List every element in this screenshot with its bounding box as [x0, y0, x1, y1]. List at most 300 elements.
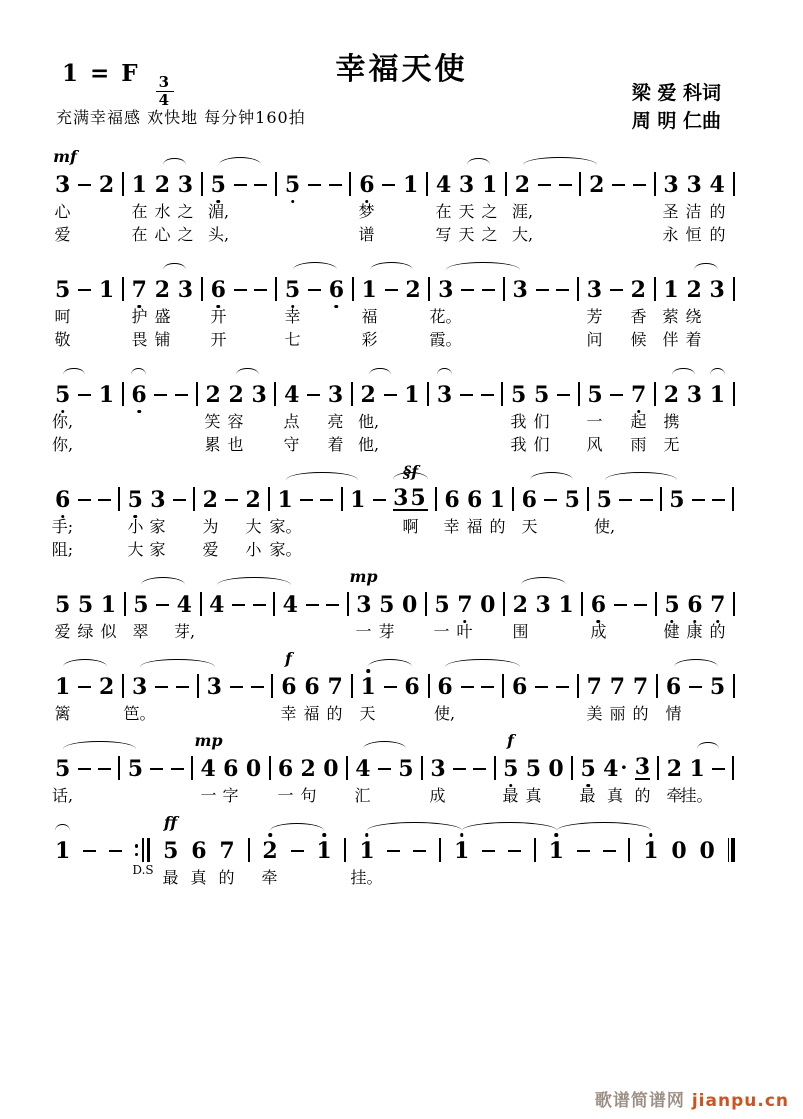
note: 3: [177, 172, 194, 198]
duration-dash: [619, 499, 632, 502]
lyric-syllable: 香: [630, 307, 647, 326]
note: 6: [591, 594, 606, 616]
lyric-syllable: 手;: [51, 517, 74, 536]
note: 6: [437, 674, 453, 700]
note: 2: [98, 674, 115, 700]
key-label: 1 = F: [62, 60, 140, 87]
barline: [427, 382, 429, 406]
music-line: [51, 730, 735, 805]
lyric-syllable: 幸: [443, 517, 460, 536]
barline: [435, 487, 437, 511]
duration-dash: [538, 184, 551, 187]
lyrics-row: [55, 219, 735, 242]
barline: [578, 382, 580, 406]
lyric-syllable: 之: [481, 202, 498, 221]
time-numerator: 3: [156, 74, 174, 92]
note: 5: [128, 489, 143, 511]
lyric-syllable: 的: [709, 622, 726, 641]
note: 3: [458, 172, 475, 198]
slur: [236, 368, 259, 375]
barline: [426, 172, 428, 196]
duration-dash: [535, 686, 548, 689]
slur: [163, 158, 186, 165]
note: 5: [510, 382, 527, 408]
lyric-syllable: 恒: [685, 225, 702, 244]
duration-dash: [78, 499, 91, 502]
duration-dash: [329, 184, 342, 187]
slur: [270, 823, 324, 831]
lyric-syllable: 伴: [662, 330, 679, 349]
barline: [346, 756, 348, 780]
barline: [660, 487, 662, 511]
duration-dash: [461, 686, 474, 689]
watermark-site-name: 歌谱简谱网: [594, 1091, 685, 1111]
duration-dash: [460, 394, 473, 397]
note: 5: [55, 384, 70, 406]
note: 7: [710, 594, 725, 616]
duration-dash: [308, 289, 321, 292]
note: 6: [404, 674, 420, 700]
music-line: [51, 356, 735, 454]
note: 2: [514, 172, 531, 198]
barline: [577, 277, 579, 301]
lyric-syllable: 芽,: [173, 622, 196, 641]
duration-dash: [481, 394, 494, 397]
lyric-syllable: 花。: [429, 307, 462, 326]
lyric-syllable: 小: [127, 517, 144, 536]
note: 3: [663, 172, 679, 198]
lyric-syllable: 他,: [357, 435, 380, 454]
lyric-syllable: 大,: [511, 225, 534, 244]
lyric-syllable: 的: [709, 202, 726, 221]
time-denominator: 4: [158, 90, 172, 109]
lyric-syllable: 涯,: [511, 202, 534, 221]
duration-dash: [473, 768, 486, 771]
duration-dash: [536, 289, 549, 292]
octave-dot-above: [460, 833, 464, 837]
note: 3: [177, 277, 194, 303]
slur: [370, 262, 413, 270]
notes-row: [55, 271, 735, 301]
note: 2: [666, 756, 683, 782]
lyric-syllable: 福: [303, 704, 320, 723]
ds-marking: D.S: [132, 863, 154, 877]
note: 3: [206, 674, 222, 700]
repeat-dot: [135, 853, 139, 857]
note: 2: [98, 172, 115, 198]
barline: [122, 172, 124, 196]
lyric-syllable: 头,: [207, 225, 230, 244]
note: 5: [55, 756, 71, 782]
barline: [201, 277, 203, 301]
dynamics-row: [55, 146, 735, 166]
note: 2: [686, 277, 702, 303]
note: 6: [665, 674, 682, 700]
final-barline-thick: [731, 838, 735, 862]
lyric-syllable: 携: [663, 412, 680, 431]
lyric-syllable: 心: [154, 225, 171, 244]
barline: [275, 172, 277, 196]
slur: [293, 262, 337, 270]
duration-dash: [155, 686, 168, 689]
note: 2: [589, 172, 605, 198]
duration-dash: [98, 768, 111, 771]
repeat-barline-thin: [142, 838, 144, 862]
lyric-syllable: 一: [355, 622, 372, 641]
note: 5: [533, 382, 550, 408]
lyric-syllable: 亮: [327, 412, 344, 431]
dynamic-marking: f: [507, 731, 514, 750]
duration-dash: [251, 686, 264, 689]
lyric-syllable: 着: [327, 435, 344, 454]
barline: [191, 756, 193, 780]
note: 5: [285, 174, 300, 196]
page-title: 幸福天使: [335, 52, 468, 87]
duration-dash: [83, 850, 96, 853]
duration-dash: [577, 850, 590, 853]
lyric-syllable: 盛: [154, 307, 171, 326]
lyric-syllable: 一: [586, 412, 603, 431]
barline: [733, 592, 735, 616]
notes-row: [55, 376, 735, 406]
slur: [367, 822, 462, 831]
lyric-syllable: 在: [131, 225, 148, 244]
barline: [428, 674, 430, 698]
barline: [579, 172, 581, 196]
lyric-syllable: 一: [277, 786, 294, 805]
lyric-syllable: 七: [284, 330, 301, 349]
duration-dash: [307, 394, 320, 397]
lyric-syllable: 福: [466, 517, 483, 536]
lyric-syllable: 问: [586, 330, 603, 349]
barline: [628, 838, 630, 862]
lyrics-row: [55, 324, 735, 347]
note: 2: [663, 382, 679, 408]
lyric-syllable: 丽: [609, 704, 626, 723]
note: 1: [98, 277, 115, 303]
note: 5: [434, 592, 450, 618]
note: 1: [361, 277, 377, 303]
lyric-syllable: 使,: [433, 704, 456, 723]
barline: [273, 592, 275, 616]
lyric-syllable: 汇: [354, 786, 371, 805]
barline: [732, 487, 734, 511]
note: 1: [454, 840, 469, 862]
note: 5: [503, 758, 518, 780]
duration-dash: [557, 394, 570, 397]
barline: [512, 487, 514, 511]
dynamic-marking: mp: [349, 567, 378, 586]
lyric-syllable: 啊: [402, 517, 419, 536]
lyric-syllable: 也: [227, 435, 244, 454]
music-line: [51, 461, 735, 559]
lyric-syllable: 真: [525, 786, 542, 805]
slur: [697, 742, 719, 749]
repeat-barline-thick: [147, 838, 151, 862]
note: 5: [669, 487, 685, 513]
barline: [425, 592, 427, 616]
barline: [654, 382, 656, 406]
note: 6: [281, 674, 297, 700]
duration-dash: [171, 768, 184, 771]
barline: [501, 382, 503, 406]
note: 5: [163, 838, 179, 864]
barline: [193, 487, 195, 511]
lyric-syllable: 一: [433, 622, 450, 641]
note: 7: [457, 594, 472, 616]
duration-dash: [556, 289, 569, 292]
lyric-syllable: 爱: [54, 225, 71, 244]
rest-note: 0: [245, 756, 262, 782]
duration-dash: [320, 499, 333, 502]
note: 1: [558, 592, 574, 618]
note: 5: [664, 594, 679, 616]
note: 2: [405, 277, 421, 303]
repeat-dot: [135, 844, 139, 848]
duration-dash: [453, 768, 466, 771]
lyric-syllable: 守: [283, 435, 300, 454]
duration-dash: [610, 289, 623, 292]
lyric-syllable: 你,: [51, 412, 74, 431]
note: 6: [277, 756, 294, 782]
barline: [352, 277, 354, 301]
slur: [63, 659, 107, 667]
duration-dash: [382, 184, 395, 187]
duration-dash: [230, 686, 243, 689]
rest-note: 0: [671, 838, 687, 864]
duration-dash: [603, 850, 616, 853]
rest-note: 0: [548, 756, 564, 782]
slur: [219, 157, 261, 165]
note: 3: [686, 382, 702, 408]
note: 3: [535, 592, 551, 618]
rest-note: 0: [699, 838, 715, 864]
lyrics-row: [51, 511, 735, 536]
note: 1: [350, 487, 366, 513]
lyric-syllable: 句: [300, 786, 317, 805]
note: 3: [438, 277, 454, 303]
lyric-syllable: 心: [54, 202, 71, 221]
barline: [733, 277, 735, 301]
note: 1: [100, 592, 117, 618]
note: 5: [525, 756, 542, 782]
notes-row: [55, 832, 735, 862]
repeat-barline: [135, 838, 151, 862]
rest-note: 0: [480, 592, 496, 618]
note: 7: [632, 674, 649, 700]
lyrics-row: [51, 780, 735, 805]
lyric-syllable: 畏: [131, 330, 148, 349]
barline: [656, 674, 658, 698]
note: 4: [176, 592, 192, 618]
duration-dash: [291, 850, 304, 853]
duration-dash: [175, 394, 188, 397]
slur: [672, 368, 695, 375]
barline: [421, 756, 423, 780]
note: 5: [55, 592, 71, 618]
barline: [197, 674, 199, 698]
duration-dash: [150, 768, 163, 771]
note: 3: [686, 172, 702, 198]
lyric-syllable: 情: [665, 704, 682, 723]
barline: [581, 592, 583, 616]
lyric-syllable: 霞。: [429, 330, 462, 349]
duration-dash: [712, 499, 725, 502]
lyric-syllable: 健: [663, 622, 680, 641]
lyric-syllable: 天: [458, 202, 475, 221]
barline: [654, 277, 656, 301]
barline: [271, 674, 273, 698]
barline: [439, 838, 441, 862]
slur: [63, 368, 85, 375]
note: 3: [131, 674, 148, 700]
duration-dash: [373, 499, 386, 502]
duration-dash: [78, 394, 91, 397]
note: 3: [436, 382, 453, 408]
duration-dash: [173, 499, 186, 502]
barline: [654, 172, 656, 196]
note: 6: [687, 594, 702, 616]
barline: [534, 838, 536, 862]
note: 6: [444, 487, 460, 513]
lyric-syllable: 之: [481, 225, 498, 244]
barline: [733, 382, 735, 406]
lyric-syllable: 阻;: [51, 540, 74, 559]
lyric-syllable: 围: [512, 622, 529, 641]
barline: [122, 382, 124, 406]
note: 5: [564, 487, 580, 513]
duration-dash: [556, 686, 569, 689]
lyrics-row: [55, 301, 735, 324]
lyric-syllable: 最: [502, 786, 519, 805]
notes-row: [55, 586, 735, 616]
barline: [200, 592, 202, 616]
lyric-syllable: 们: [533, 435, 550, 454]
duration-dash: [461, 289, 474, 292]
lyric-syllable: 真: [606, 786, 624, 805]
note: 5: [211, 174, 226, 196]
notes-row: [55, 750, 735, 780]
lyric-syllable: 家: [149, 540, 166, 559]
duration-dash: [308, 184, 321, 187]
duration-dash: [234, 289, 247, 292]
note: 6: [512, 674, 528, 700]
octave-dot-above: [366, 669, 370, 673]
augmentation-dot: ·: [620, 755, 628, 779]
note: 1: [55, 838, 71, 864]
octave-dot-above: [649, 833, 653, 837]
note: 4: [709, 172, 725, 198]
duration-dash: [254, 289, 267, 292]
note: 1: [277, 487, 293, 513]
duration-dash: [640, 499, 653, 502]
note: 5: [379, 592, 395, 618]
duration-dash: [692, 499, 705, 502]
slur: [694, 263, 718, 270]
note: 4: [282, 592, 298, 618]
lyric-syllable: 洁: [685, 202, 702, 221]
lyric-syllable: 写: [435, 225, 452, 244]
barline: [201, 172, 203, 196]
lyric-syllable: 话,: [51, 786, 74, 805]
lyric-syllable: 护: [131, 307, 148, 326]
final-barline-thin: [728, 838, 730, 862]
lyric-syllable: 家: [149, 517, 166, 536]
composer-credit: 周 明 仁曲: [631, 109, 721, 132]
rest-note: 0: [323, 756, 339, 782]
note: 6: [329, 279, 344, 301]
note: 2: [512, 592, 528, 618]
note: 1: [359, 840, 374, 862]
slur: [467, 158, 490, 165]
lyric-syllable: 爱: [202, 540, 219, 559]
note: 2: [630, 277, 646, 303]
lyric-syllable: 的: [326, 704, 343, 723]
note: 5: [127, 756, 144, 782]
note: 2: [205, 382, 221, 408]
duration-dash: [712, 768, 725, 771]
octave-dot-above: [365, 833, 369, 837]
note: 6: [211, 279, 226, 301]
lyric-syllable: 康: [686, 622, 703, 641]
lyric-syllable: 点: [283, 412, 300, 431]
duration-dash: [633, 184, 646, 187]
lyric-syllable: 雨: [630, 435, 647, 454]
octave-dot-above: [322, 833, 326, 837]
notes-row: [55, 481, 735, 511]
lyric-syllable: 他,: [357, 412, 380, 431]
note: 1: [55, 674, 71, 700]
octave-dot-above: [554, 833, 558, 837]
lyric-syllable: 幸: [280, 704, 297, 723]
lyric-syllable: 美: [586, 704, 603, 723]
note: 1: [360, 676, 375, 698]
lyric-syllable: 翠: [132, 622, 149, 641]
lyric-syllable: 开: [210, 330, 227, 349]
slur: [521, 577, 566, 585]
note: 5: [587, 382, 603, 408]
lyric-syllable: 在: [131, 202, 148, 221]
notes-row: [55, 166, 735, 196]
duration-dash: [384, 394, 397, 397]
lyric-syllable: 芽: [378, 622, 395, 641]
duration-dash: [481, 686, 494, 689]
lyric-syllable: 风: [586, 435, 603, 454]
note: 7: [219, 838, 235, 864]
lyric-syllable: 天: [521, 517, 538, 536]
duration-dash: [482, 850, 495, 853]
barline: [503, 592, 505, 616]
duration-dash: [232, 604, 245, 607]
note: 5: [55, 277, 71, 303]
slur: [363, 741, 406, 749]
lyric-syllable: 叶: [456, 622, 473, 641]
duration-dash: [387, 850, 400, 853]
note: 6: [304, 674, 320, 700]
barline: [503, 277, 505, 301]
lyric-syllable: 湄,: [207, 202, 230, 221]
duration-dash: [98, 499, 111, 502]
lyric-syllable: 的: [634, 786, 651, 805]
duration-dash: [154, 394, 167, 397]
note: 35: [393, 485, 428, 511]
note: 4: [355, 756, 371, 782]
barline: [341, 487, 343, 511]
barline: [428, 277, 430, 301]
lyrics-row: [51, 534, 735, 559]
lyric-syllable: 芳: [586, 307, 603, 326]
slur: [674, 659, 718, 667]
